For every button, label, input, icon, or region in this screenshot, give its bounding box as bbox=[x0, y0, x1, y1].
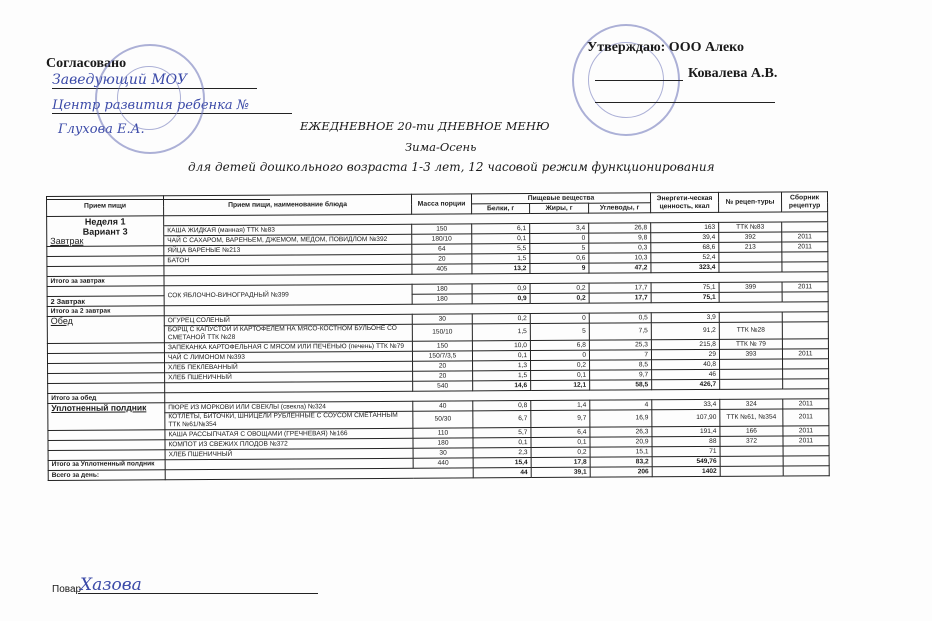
protein-cell: 0,1 bbox=[472, 351, 530, 361]
energy-cell: 29 bbox=[651, 349, 719, 359]
energy-cell: 40,8 bbox=[652, 359, 720, 369]
recipe-cell bbox=[720, 446, 783, 456]
collection-cell bbox=[783, 369, 829, 379]
total-protein-cell: 13,2 bbox=[472, 264, 530, 274]
blank-cell bbox=[719, 292, 782, 302]
carbs-cell: 7,5 bbox=[589, 323, 651, 340]
dish-name: КАША ЖИДКАЯ (манная) ТТК №83 bbox=[164, 224, 412, 236]
fat-cell: 0,1 bbox=[531, 437, 590, 447]
day-total-energy: 1402 bbox=[652, 466, 720, 476]
header-dish: Прием пищи, наименование блюда bbox=[164, 194, 412, 216]
header-nutrients: Пищевые вещества bbox=[471, 193, 650, 204]
recipe-cell bbox=[720, 369, 783, 379]
recipe-cell: ТТК №83 bbox=[719, 222, 782, 232]
fat-cell: 9,7 bbox=[531, 410, 590, 427]
day-total-label: Всего за день: bbox=[48, 470, 165, 481]
total-fat-cell: 17,8 bbox=[531, 457, 590, 467]
protein-cell: 1,3 bbox=[473, 361, 531, 371]
recipe-cell: 393 bbox=[719, 349, 782, 359]
carbs-cell: 0,3 bbox=[589, 243, 651, 253]
header-mass: Масса порции bbox=[411, 194, 471, 214]
dish-name: ЧАЙ С ЛИМОНОМ №393 bbox=[164, 351, 412, 363]
collection-cell bbox=[782, 222, 828, 232]
total-fat-cell: 12,1 bbox=[531, 380, 590, 390]
energy-cell: 33,4 bbox=[652, 399, 720, 409]
recipe-cell: 399 bbox=[719, 282, 782, 292]
carbs-cell: 10,3 bbox=[589, 253, 651, 263]
fat-cell: 0 bbox=[530, 313, 589, 323]
carbs-cell: 26,3 bbox=[590, 427, 652, 437]
mass-cell: 180 bbox=[412, 284, 472, 294]
collection-cell: 2011 bbox=[782, 242, 828, 252]
dish-name: КАША РАССЫПЧАТАЯ С ОВОЩАМИ (ГРЕЧНЕВАЯ) №166 bbox=[165, 428, 413, 440]
mass-cell: 20 bbox=[413, 371, 473, 381]
mass-cell: 50/30 bbox=[413, 411, 473, 428]
blank-cell bbox=[720, 379, 783, 389]
header-collection: Сборник рецептур bbox=[781, 192, 827, 212]
protein-cell: 0,8 bbox=[473, 401, 531, 411]
fat-cell: 0 bbox=[530, 233, 589, 243]
meal-second-breakfast: 2 Завтрак bbox=[47, 296, 164, 307]
recipe-cell bbox=[720, 359, 783, 369]
mass-cell: 150/10 bbox=[412, 324, 472, 341]
energy-cell: 52,4 bbox=[651, 252, 719, 262]
energy-cell: 3,9 bbox=[651, 312, 719, 322]
total-mass-cell: 405 bbox=[412, 264, 472, 274]
collection-cell: 2011 bbox=[783, 426, 829, 436]
protein-cell: 0,2 bbox=[472, 314, 530, 324]
blank-cell bbox=[48, 440, 165, 451]
fat-cell: 5 bbox=[530, 323, 589, 340]
blank-cell bbox=[165, 468, 473, 480]
mass-cell: 30 bbox=[413, 448, 473, 458]
week-label: Неделя 1 bbox=[47, 216, 164, 227]
blank-cell bbox=[719, 262, 782, 272]
fat-cell: 0,1 bbox=[531, 370, 590, 380]
dish-name: ЯЙЦА ВАРЕНЫЕ №213 bbox=[164, 244, 412, 256]
menu-subtitle: для детей дошкольного возраста 1-3 лет, 12 часовой режим функционирования bbox=[188, 160, 715, 174]
fat-cell: 0,2 bbox=[531, 447, 590, 457]
mass-cell: 150 bbox=[412, 224, 472, 234]
meal-afternoon-snack: Уплотненный полдник bbox=[48, 403, 165, 431]
dish-name: ЗАПЕКАНКА КАРТОФЕЛЬНАЯ С МЯСОМ ИЛИ ПЕЧЕНЬЮ (печень) ТТК №79 bbox=[164, 341, 412, 353]
recipe-cell: 324 bbox=[720, 399, 783, 409]
dish-name: ЧАЙ С САХАРОМ, ВАРЕНЬЕМ, ДЖЕМОМ, МЕДОМ, ПОВИДЛОМ №392 bbox=[164, 234, 412, 246]
fat-cell: 0,2 bbox=[530, 283, 589, 293]
energy-cell: 68,6 bbox=[651, 242, 719, 252]
day-total-fat: 39,1 bbox=[531, 467, 590, 477]
carbs-cell: 0,5 bbox=[589, 313, 651, 323]
mass-cell: 150 bbox=[412, 341, 472, 351]
blank-cell bbox=[48, 430, 165, 441]
day-total-protein: 44 bbox=[473, 468, 531, 478]
energy-cell: 75,1 bbox=[651, 282, 719, 292]
dish-name: СОК ЯБЛОЧНО-ВИНОГРАДНЫЙ №399 bbox=[164, 284, 412, 306]
collection-cell: 2011 bbox=[783, 399, 829, 409]
blank-cell bbox=[47, 286, 164, 297]
blank-cell bbox=[47, 353, 164, 364]
protein-cell: 1,5 bbox=[473, 371, 531, 381]
total-protein-cell: 15,4 bbox=[473, 458, 531, 468]
dish-name: КОМПОТ ИЗ СВЕЖИХ ПЛОДОВ №372 bbox=[165, 438, 413, 450]
carbs-cell: 9,7 bbox=[590, 370, 652, 380]
approved-name: Ковалева А.В. bbox=[688, 66, 778, 81]
agreed-label: Согласовано bbox=[46, 56, 127, 71]
total-label: Итого за 2 завтрак bbox=[47, 306, 164, 317]
mass-cell: 180/10 bbox=[412, 234, 472, 244]
blank-cell bbox=[783, 466, 829, 476]
mass-cell: 110 bbox=[413, 428, 473, 438]
energy-cell: 71 bbox=[652, 446, 720, 456]
blank-cell bbox=[48, 373, 165, 384]
dish-name: ОГУРЕЦ СОЛЕНЫЙ bbox=[164, 314, 412, 326]
agreed-signature-line-3: Глухова Е.А. bbox=[58, 122, 145, 137]
protein-cell: 10,0 bbox=[472, 341, 530, 351]
stamp-left-icon bbox=[95, 44, 205, 154]
recipe-cell bbox=[719, 252, 782, 262]
blank-cell bbox=[783, 379, 829, 389]
menu-table bbox=[46, 191, 830, 481]
energy-cell: 46 bbox=[652, 369, 720, 379]
total-fat-cell: 0,2 bbox=[530, 293, 589, 303]
total-label: Итого за завтрак bbox=[47, 276, 164, 287]
energy-cell: 163 bbox=[651, 222, 719, 232]
blank-cell bbox=[720, 456, 783, 466]
mass-cell: 180 bbox=[413, 438, 473, 448]
collection-cell: 2011 bbox=[782, 349, 828, 359]
recipe-cell: 213 bbox=[719, 242, 782, 252]
energy-cell: 215,8 bbox=[651, 339, 719, 349]
carbs-cell: 9,8 bbox=[589, 233, 651, 243]
dish-name: ХЛЕБ ПШЕНИЧНЫЙ bbox=[165, 371, 413, 383]
total-label: Итого за Уплотненный полдник bbox=[48, 460, 165, 471]
total-carbs-cell: 47,2 bbox=[589, 263, 651, 273]
total-protein-cell: 0,9 bbox=[472, 294, 530, 304]
collection-cell: 2011 bbox=[783, 436, 829, 446]
collection-cell: 2011 bbox=[782, 282, 828, 292]
total-mass-cell: 180 bbox=[412, 294, 472, 304]
energy-cell: 107,90 bbox=[652, 409, 720, 426]
blank-cell bbox=[48, 383, 165, 394]
total-carbs-cell: 83,2 bbox=[590, 457, 652, 467]
fat-cell: 0 bbox=[530, 350, 589, 360]
mass-cell: 20 bbox=[413, 361, 473, 371]
collection-cell bbox=[783, 446, 829, 456]
mass-cell: 40 bbox=[413, 401, 473, 411]
fat-cell: 0,2 bbox=[531, 360, 590, 370]
meal-breakfast: Завтрак bbox=[47, 236, 164, 247]
cook-label: Повар bbox=[52, 584, 82, 595]
blank-cell bbox=[783, 456, 829, 466]
blank-cell bbox=[720, 466, 783, 476]
energy-cell: 39,4 bbox=[651, 232, 719, 242]
recipe-cell: 166 bbox=[720, 426, 783, 436]
total-mass-cell: 440 bbox=[413, 458, 473, 468]
collection-cell bbox=[783, 359, 829, 369]
cook-signature-line bbox=[78, 593, 318, 594]
collection-cell bbox=[782, 322, 828, 339]
cook-signature: Хазова bbox=[80, 575, 142, 595]
variant-label: Вариант 3 bbox=[47, 226, 164, 237]
dish-name: ХЛЕБ ПЕКЛЕВАННЫЙ bbox=[165, 361, 413, 373]
carbs-cell: 8,5 bbox=[590, 360, 652, 370]
approved-underline-2 bbox=[595, 102, 775, 103]
protein-cell: 1,5 bbox=[472, 324, 530, 341]
carbs-cell: 16,9 bbox=[590, 410, 652, 427]
protein-cell: 2,3 bbox=[473, 448, 531, 458]
carbs-cell: 4 bbox=[590, 400, 652, 410]
recipe-cell bbox=[719, 312, 782, 322]
blank-cell bbox=[47, 256, 164, 267]
total-energy-cell: 426,7 bbox=[652, 379, 720, 389]
recipe-cell: ТТК №61, №354 bbox=[720, 409, 783, 426]
agreed-signature-line-2: Центр развития ребенка № bbox=[52, 98, 292, 114]
total-energy-cell: 323,4 bbox=[651, 262, 719, 272]
agreed-signature-line-1: Заведующий МОУ bbox=[52, 72, 257, 89]
total-energy-cell: 75,1 bbox=[651, 292, 719, 302]
blank-cell bbox=[47, 266, 164, 277]
dish-name: БАТОН bbox=[164, 254, 412, 266]
total-carbs-cell: 17,7 bbox=[589, 293, 651, 303]
collection-cell: 2011 bbox=[782, 232, 828, 242]
total-energy-cell: 549,76 bbox=[652, 456, 720, 466]
total-mass-cell: 540 bbox=[413, 381, 473, 391]
fat-cell: 1,4 bbox=[531, 400, 590, 410]
collection-cell bbox=[782, 339, 828, 349]
protein-cell: 6,7 bbox=[473, 411, 531, 428]
blank-cell bbox=[48, 363, 165, 374]
carbs-cell: 17,7 bbox=[589, 283, 651, 293]
carbs-cell: 25,3 bbox=[589, 340, 651, 350]
dish-name: ХЛЕБ ПШЕНИЧНЫЙ bbox=[165, 448, 413, 460]
protein-cell: 6,1 bbox=[472, 224, 530, 234]
header-fat: Жиры, г bbox=[530, 203, 589, 213]
dish-name: ПЮРЕ ИЗ МОРКОВИ ИЛИ СВЕКЛЫ (свекла) №324 bbox=[165, 401, 413, 413]
blank-cell bbox=[782, 262, 828, 272]
approved-label: Утверждаю: ООО Алеко bbox=[587, 40, 745, 55]
energy-cell: 91,2 bbox=[651, 322, 719, 339]
dish-name: КОТЛЕТЫ, БИТОЧКИ, ШНИЦЕЛИ РУБЛЕННЫЕ С СОУСОМ СМЕТАННЫМ ТТК №61/№354 bbox=[165, 411, 413, 430]
header-protein: Белки, г bbox=[472, 204, 530, 214]
protein-cell: 0,1 bbox=[473, 438, 531, 448]
blank-cell bbox=[47, 246, 164, 257]
carbs-cell: 7 bbox=[589, 350, 651, 360]
header-energy: Энергети-ческая ценность, ккал bbox=[650, 192, 718, 212]
mass-cell: 20 bbox=[412, 254, 472, 264]
total-carbs-cell: 58,5 bbox=[590, 380, 652, 390]
carbs-cell: 15,1 bbox=[590, 447, 652, 457]
collection-cell: 2011 bbox=[783, 409, 829, 426]
collection-cell bbox=[782, 252, 828, 262]
meal-lunch: Обед bbox=[47, 316, 164, 344]
fat-cell: 3,4 bbox=[530, 223, 589, 233]
protein-cell: 0,9 bbox=[472, 284, 530, 294]
day-total-carbs: 206 bbox=[590, 467, 652, 477]
carbs-cell: 26,8 bbox=[589, 223, 651, 233]
total-fat-cell: 9 bbox=[530, 263, 589, 273]
menu-title: ЕЖЕДНЕВНОЕ 20-ти ДНЕВНОЕ МЕНЮ bbox=[300, 119, 550, 133]
header-recipe-no: № рецеп-туры bbox=[718, 192, 781, 212]
protein-cell: 1,5 bbox=[472, 254, 530, 264]
approved-underline-1 bbox=[595, 80, 683, 81]
total-protein-cell: 14,6 bbox=[473, 381, 531, 391]
fat-cell: 5 bbox=[530, 243, 589, 253]
blank-cell bbox=[47, 343, 164, 354]
mass-cell: 150/7/3,5 bbox=[412, 351, 472, 361]
collection-cell bbox=[782, 312, 828, 322]
fat-cell: 0,6 bbox=[530, 253, 589, 263]
dish-name: БОРЩ С КАПУСТОЙ И КАРТОФЕЛЕМ НА МЯСО-КОСТНОМ БУЛЬОНЕ СО СМЕТАНОЙ ТТК №28 bbox=[164, 324, 412, 343]
blank-cell bbox=[782, 292, 828, 302]
mass-cell: 64 bbox=[412, 244, 472, 254]
mass-cell: 30 bbox=[412, 314, 472, 324]
blank-cell bbox=[48, 450, 165, 461]
recipe-cell: 392 bbox=[719, 232, 782, 242]
fat-cell: 6,8 bbox=[530, 340, 589, 350]
recipe-cell: ТТК №28 bbox=[719, 322, 782, 339]
total-label: Итого за обед bbox=[48, 393, 165, 404]
header-meal: Прием пищи bbox=[47, 196, 164, 217]
recipe-cell: ТТК № 79 bbox=[719, 339, 782, 349]
recipe-cell: 372 bbox=[720, 436, 783, 446]
protein-cell: 5,7 bbox=[473, 428, 531, 438]
energy-cell: 88 bbox=[652, 436, 720, 446]
protein-cell: 0,1 bbox=[472, 234, 530, 244]
fat-cell: 6,4 bbox=[531, 427, 590, 437]
carbs-cell: 20,9 bbox=[590, 437, 652, 447]
energy-cell: 191,4 bbox=[652, 426, 720, 436]
protein-cell: 5,5 bbox=[472, 244, 530, 254]
menu-season: Зима-Осень bbox=[405, 140, 477, 154]
header-carbs: Углеводы, г bbox=[589, 203, 651, 213]
